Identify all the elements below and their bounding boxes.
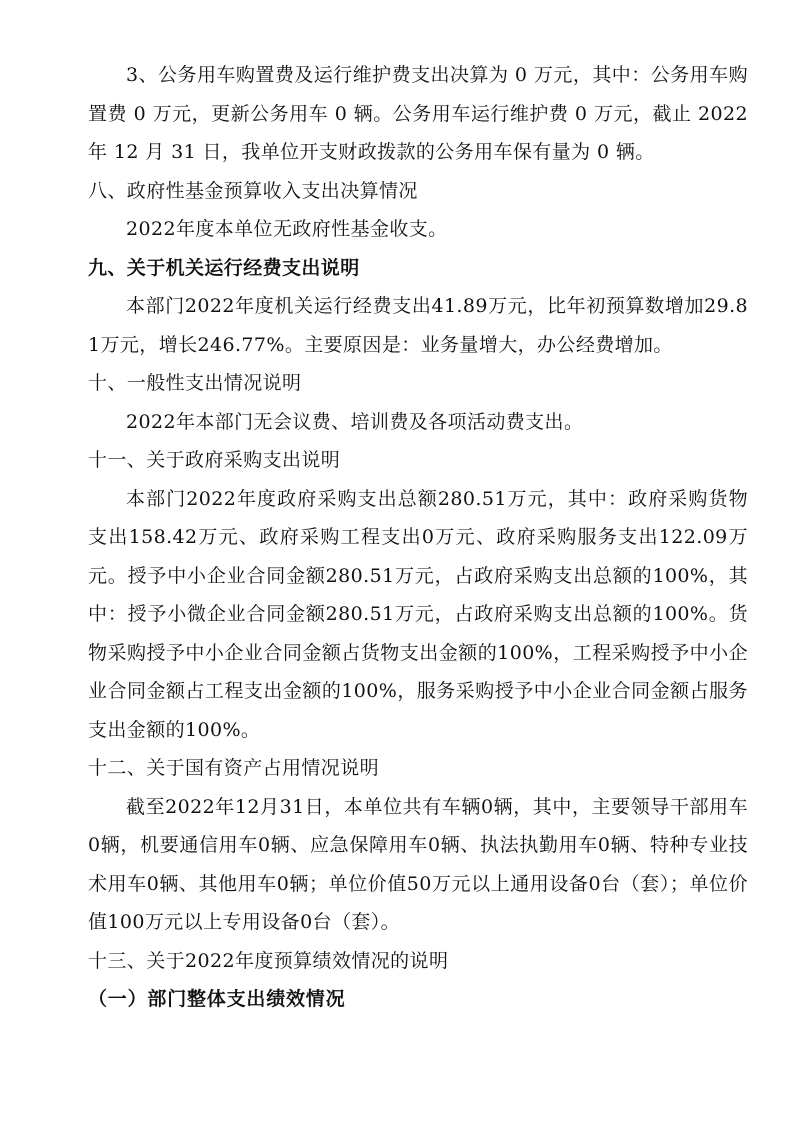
paragraph-section-10: 2022年本部门无会议费、培训费及各项活动费支出。 (126, 410, 584, 433)
paragraph-section-11: 本部门2022年度政府采购支出总额280.51万元，其中：政府采购货物支出158.42万元、政府采购工程支出0万元、政府采购服务支出122.09万元。授予中小企业合同金额280.51万元，占政府采购支出总额的100%，其中：授予小微企业合同金额280.51万元，占政府采购支出总额的100%。货物采购授予中小企业合同金额占货物支出金额的100%，工程采购授予中小企业合同金额占工程支出金额的100%，服务采购授予中小企业合同金额占服务支出金额的100%。 (88, 487, 748, 741)
subheading-section-13-1: （一）部门整体支出绩效情况 (88, 988, 346, 1010)
paragraph-section-12: 截至2022年12月31日，本单位共有车辆0辆，其中，主要领导干部用车0辆，机要通信用车0辆、应急保障用车0辆、执法执勤用车0辆、特种专业技术用车0辆、其他用车0辆；单位价值50万元以上通用设备0台（套）；单位价值100万元以上专用设备0台（套）。 (88, 795, 748, 933)
paragraph-section-8: 2022年度本单位无政府性基金收支。 (126, 218, 448, 240)
heading-section-9: 九、关于机关运行经费支出说明 (88, 256, 360, 279)
heading-section-8: 八、政府性基金预算收入支出决算情况 (88, 179, 418, 202)
heading-section-13: 十三、关于2022年度预算绩效情况的说明 (88, 949, 449, 972)
paragraph-section-9: 本部门2022年度机关运行经费支出41.89万元，比年初预算数增加29.81万元，增长246.77%。主要原因是：业务量增大，办公经费增加。 (88, 295, 748, 356)
heading-section-12: 十二、关于国有资产占用情况说明 (88, 757, 380, 779)
vehicle-expense-paragraph: 3、公务用车购置费及运行维护费支出决算为 0 万元，其中：公务用车购置费 0 万元，更新公务用车 0 辆。公务用车运行维护费 0 万元，截止 2022 年 12 月 31 日，我单位开支财政拨款的公务用车保有量为 0 辆。 (88, 64, 748, 163)
heading-section-10: 十、一般性支出情况说明 (88, 372, 302, 394)
document-page (88, 56, 748, 1019)
heading-section-11: 十一、关于政府采购支出说明 (88, 449, 341, 471)
